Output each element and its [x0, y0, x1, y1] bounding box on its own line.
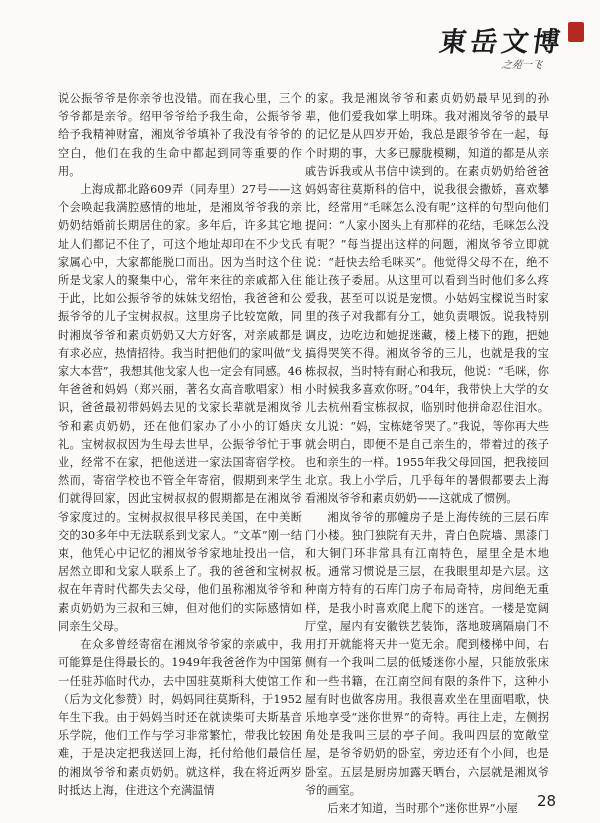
masthead: [437, 20, 590, 71]
paragraph: 在众多曾经寄宿在湘岚爷爷家的亲戚中，我可能算是住得最长的。1949年我爸爸作为中国第一任驻苏临时代办，去中国驻莫斯科大使馆工作（后为文化参赞）时，妈妈同往莫斯科，于1952年生下我。由于妈妈当时还在就读柴可夫斯基音乐学院，他们工作与学习非常繁忙，带我比较困难，于是决定把我送回上海，托付给他们最信任的湘岚爷爷和素贞奶奶。就这样，我在将近两岁时抵达上海，住进这个充满温情: [58, 638, 302, 797]
right-column: [305, 90, 549, 818]
paragraph: 湘岚爷爷的那幢房子是上海传统的三层石库门小楼。独门独院有天井，青白色院墙、黑漆门和大铜门环非常具有江南特色，屋里全是木地板。通常习惯说是三层，在我眼里却是六层。这种南方特有的石库门房子布局奇特，房间绝无重样，是我小时喜欢爬上爬下的迷宫。一楼是宽阔厅堂，屋内有安徽铁艺装饰，落地玻璃隔扇门不用打开就能将天井一览无余。爬到楼梯中间，右侧有一个我叫二层的低矮迷你小屋，只能放张床和一些书籍，在江南空间有限的条件下，这种小屋有时也做客房用。我很喜欢坐在里面唱歌，快乐地享受“迷你世界”的奇特。再往上走，左侧拐角处是我叫三层的亭子间。我叫四层的宽敞堂屋，是爷爷奶奶的卧室，旁边还有个小间，也是卧室。五层是厨房加露天晒台，六层就是湘岚爷爷的画室。: [305, 510, 549, 797]
paragraph: 上海成都北路609弄（同寿里）27号——这个会唤起我满腔感情的地址，是湘岚爷爷我的亲奶奶结婚前长期居住的家。多年后，许多其它地址人们都记不住了，可这个地址却印在不少戈氏家属心中，大家都能脱口而出。因为当时这个住所是戈家人的聚集中心，常年来往的亲戚都入住于此，比如公振爷爷的妹妹戈绍怡，我爸爸和公振爷爷的儿子宝树叔叔。这里房子比较宽敞，同时湘岚爷爷和素贞奶奶又大方好客，对亲戚都是有求必应，热情招待。我当时把他们的家叫做“戈家大本营”，我想其他戈家人也一定会有同感。46年爸爸和妈妈（郑兴丽，著名女高音歌唱家）相识，爸爸最初带妈妈去见的戈家长辈就是湘岚爷爷和素贞奶奶，还在他们家办了小小的订婚庆礼。宝树叔叔因为生母去世早，公振爷爷忙于事业，经常不在家，把他送进一家法国寄宿学校。然而，寄宿学校也不管全年寄宿，假期到来学生们就得回家，因此宝树叔叔的假期都是在湘岚爷爷家度过的。宝树叔叔很早移民美国，在中美断交的30多年中无法联系到戈家人。“文革”刚一结束，他凭心中记忆的湘岚爷爷家地址投出一信，居然立即和戈家人联系上了。我的爸爸和宝树叔叔在年青时代都失去父母，他们虽称湘岚爷爷和素贞奶奶为三叔和三婶，但对他们的实际感情如同亲生父母。: [58, 183, 302, 633]
page-number: 28: [537, 792, 557, 810]
masthead-title: 東岳文博: [437, 27, 566, 58]
red-seal-stamp: [568, 22, 584, 42]
left-column: [58, 90, 302, 800]
paragraph: 说公振爷爷是你亲爷也没错。而在我心里，三个爷爷都是亲爷。绍甲爷爷给予我生命，公振爷爷给予我精神财富，湘岚爷爷填补了我没有爷爷的空白，他们在我的生命中都起到同等重要的作用。: [58, 92, 302, 178]
masthead-signature: 之苑一飞: [500, 60, 543, 71]
paragraph: 的家。我是湘岚爷爷和素贞奶奶最早见到的孙辈，他们爱我如掌上明珠。我对湘岚爷爷的最早的记忆是从四岁开始，我总是跟爷爷在一起，每个时期的事，大多已朦胧模糊，知道的都是从亲戚告诉我或从书信中读到的。在素贞奶奶给爸爸妈妈寄往莫斯科的信中，说我很会撒娇，喜欢攀比，经常用“毛咪怎么没有呢”这样的句型向他们提问：“人家小囡头上有那样的花结，毛咪怎么没有呢？”每当提出这样的问题，湘岚爷爷立即就说：“赶快去给毛咪买”。他觉得父母不在，绝不能让孩子委屈。从这里可以看到当时他们多么疼爱我，甚至可以说是宠惯。小姑妈宝樑说当时家里的孩子对我都有分工，她负责喂饭。说我特别调皮，边吃边和她捉迷藏，楼上楼下的跑，把她搞得哭笑不得。湘岚爷爷的三儿，也就是我的宝栋叔叔，当时特有耐心和我玩，他说：“毛咪，你小时候我多喜欢你呀。”04年，我带快上大学的女儿去杭州看宝栋叔叔，临别时他拼命忍住泪水。女儿说：“妈，宝栋姥爷哭了。”我说，等你再大些就会明白，即便不是自己亲生的，带着过的孩子也和亲生的一样。1955年我父母回国，把我接回北京。我上小学后，几乎每年的暑假都要去上海看湘岚爷爷和素贞奶奶——这就成了惯例。: [305, 92, 549, 506]
paragraph: 后来才知道，当时那个“迷你世界”小屋: [327, 801, 518, 815]
